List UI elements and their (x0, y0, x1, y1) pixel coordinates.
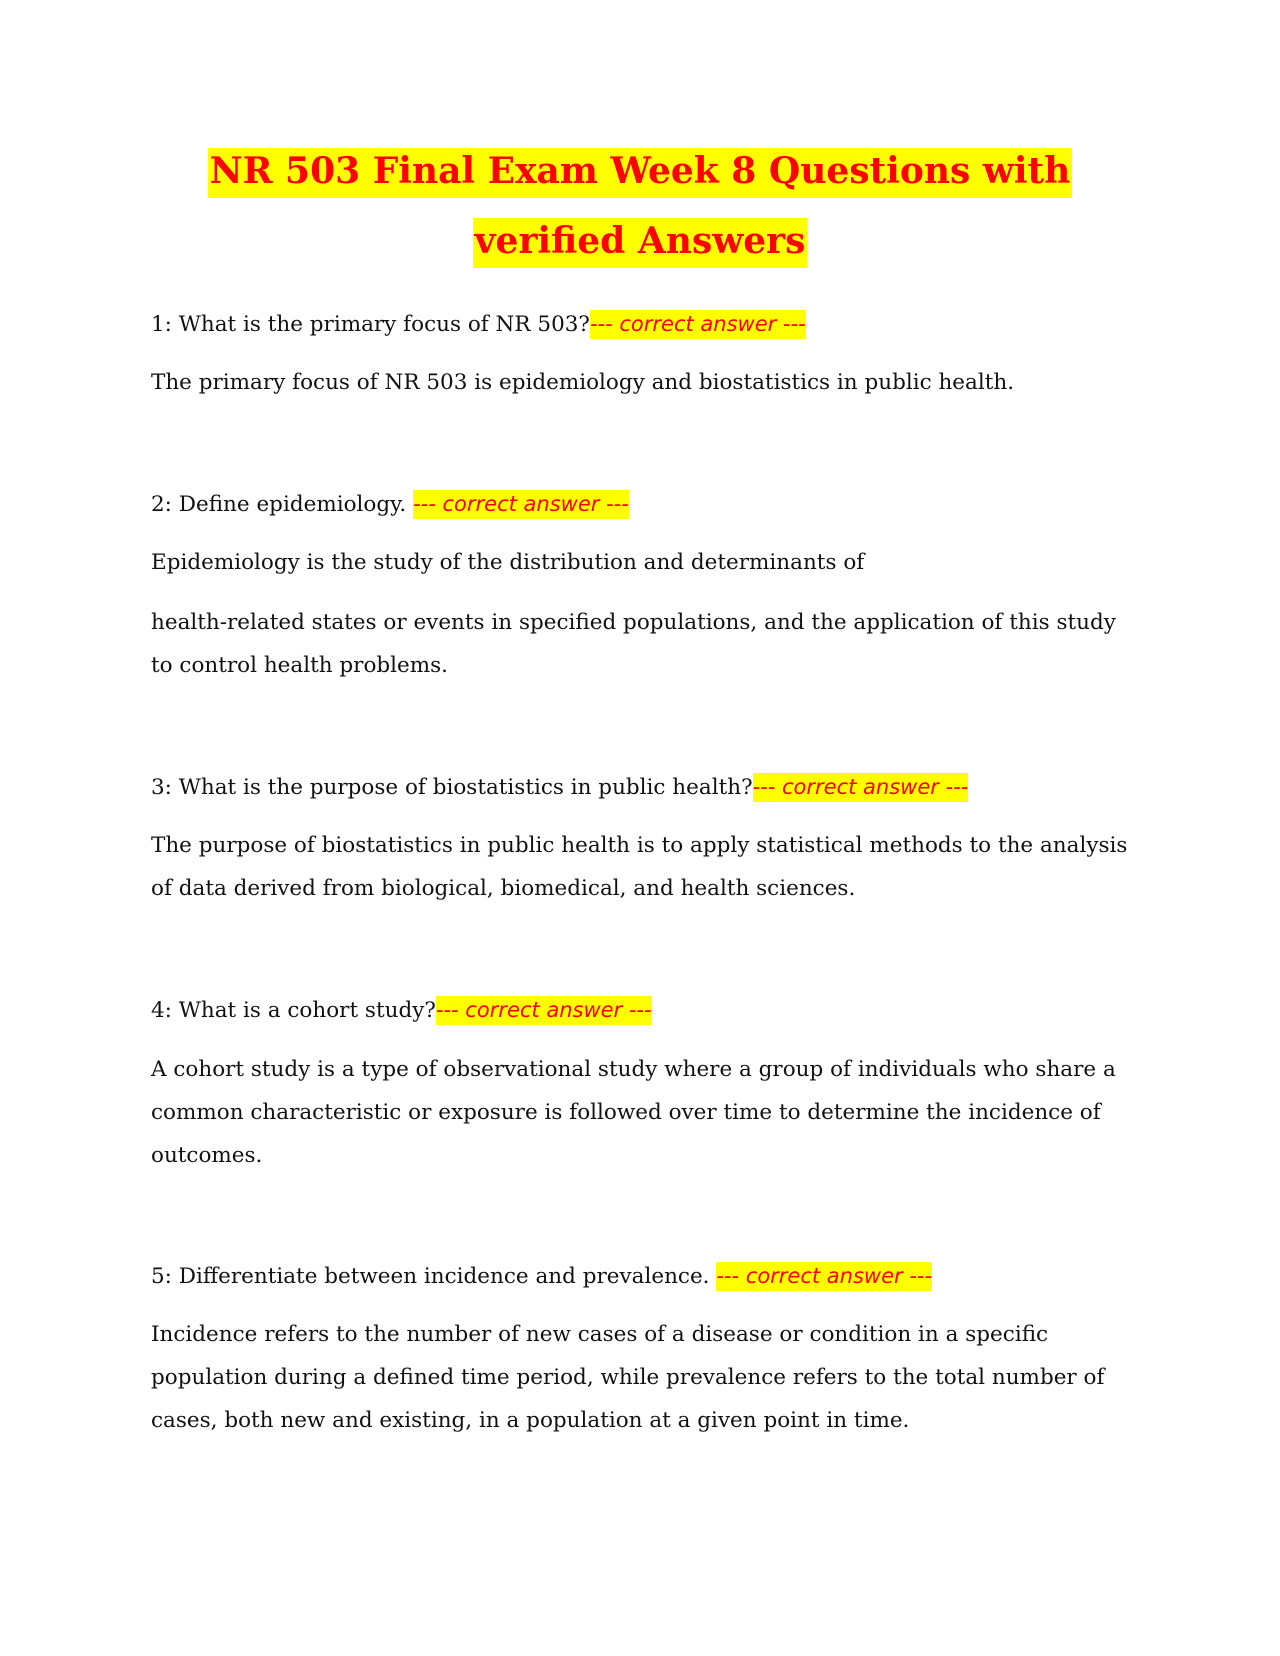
question-3-text: 3: What is the purpose of biostatistics in public health? (151, 775, 753, 800)
question-5 (151, 1261, 932, 1292)
question-1 (151, 309, 806, 340)
page-title-line-2 (0, 220, 1280, 262)
question-1-answer-marker: --- correct answer --- (590, 310, 806, 339)
page-title-line-1-text: NR 503 Final Exam Week 8 Questions with (208, 148, 1073, 198)
answer-3 (151, 824, 1141, 910)
question-4-text: 4: What is a cohort study? (151, 998, 436, 1023)
question-3-answer-marker: --- correct answer --- (753, 773, 969, 802)
page-title-line-1 (0, 150, 1280, 192)
question-2-answer-marker: --- correct answer --- (413, 490, 629, 519)
question-5-text: 5: Differentiate between incidence and prevalence. (151, 1264, 717, 1289)
answer-2-line-1: Epidemiology is the study of the distribution and determinants of (151, 550, 865, 575)
question-1-text: 1: What is the primary focus of NR 503? (151, 312, 590, 337)
answer-3-line-1: The purpose of biostatistics in public health is to apply statistical methods to the analysis of data derived from biological, biomedical, and health sciences. (151, 833, 1128, 901)
question-2-text: 2: Define epidemiology. (151, 492, 414, 517)
question-3 (151, 772, 968, 803)
answer-2-line-2: health-related states or events in specified populations, and the application of this study to control health problems. (151, 610, 1116, 678)
question-2 (151, 489, 629, 520)
answer-1 (151, 361, 1141, 404)
answer-2-part-2 (151, 601, 1141, 687)
answer-2-part-1 (151, 541, 1141, 584)
question-4 (151, 995, 652, 1026)
answer-4 (151, 1048, 1141, 1177)
answer-5-line-1: Incidence refers to the number of new cases of a disease or condition in a specific population during a defined time period, while prevalence refers to the total number of cases, both new and existing, in a population at a given point in time. (151, 1322, 1105, 1433)
answer-1-line-1: The primary focus of NR 503 is epidemiology and biostatistics in public health. (151, 370, 1015, 395)
answer-4-line-1: A cohort study is a type of observational study where a group of individuals who share a common characteristic or exposure is followed over time to determine the incidence of outcomes. (151, 1057, 1116, 1168)
answer-5 (151, 1313, 1141, 1442)
question-4-answer-marker: --- correct answer --- (436, 996, 652, 1025)
question-5-answer-marker: --- correct answer --- (716, 1262, 932, 1291)
page-title-line-2-text: verified Answers (473, 218, 808, 268)
